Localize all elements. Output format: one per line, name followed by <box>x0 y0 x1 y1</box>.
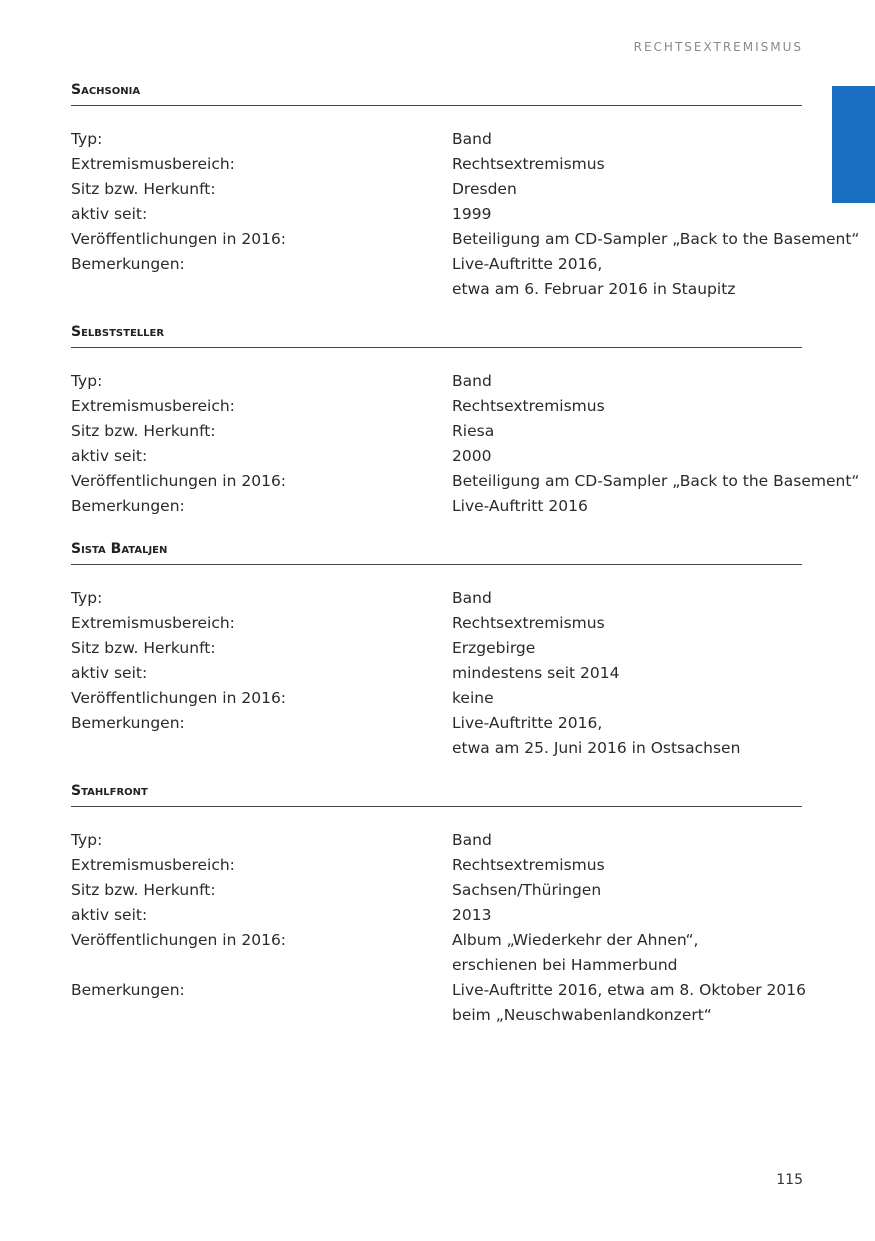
field-label: Sitz bzw. Herkunft: <box>71 639 216 657</box>
field-value <box>452 978 806 1028</box>
field-value-line: Dresden <box>452 180 517 198</box>
field-value <box>452 202 802 227</box>
field-value <box>452 928 802 978</box>
field-value-line: erschienen bei Hammerbund <box>452 956 678 974</box>
field-label: Extremismusbereich: <box>71 155 235 173</box>
field-value <box>452 878 802 903</box>
field-label: Typ: <box>71 130 103 148</box>
entry-row <box>71 394 802 419</box>
field-label: Sitz bzw. Herkunft: <box>71 180 216 198</box>
field-value-line: Sachsen/Thüringen <box>452 881 602 899</box>
field-value-line: Band <box>452 831 492 849</box>
field-value-line: Rechtsextremismus <box>452 155 605 173</box>
field-value <box>452 369 802 394</box>
field-value <box>452 419 802 444</box>
chapter-tab-marker <box>832 86 875 203</box>
field-value-line: Band <box>452 372 492 390</box>
field-value-line: Band <box>452 589 492 607</box>
entry-row <box>71 469 860 494</box>
entry-row <box>71 127 802 152</box>
field-value-line: Live-Auftritte 2016, etwa am 8. Oktober 2016 <box>452 981 807 999</box>
band-entry <box>71 541 802 761</box>
field-value-line: keine <box>452 689 494 707</box>
field-label: Bemerkungen: <box>71 714 185 732</box>
field-value <box>452 686 802 711</box>
entry-row <box>71 711 802 761</box>
field-value-line: Beteiligung am CD-Sampler „Back to the Basement“ <box>452 230 860 248</box>
field-value <box>452 711 802 761</box>
entry-title: Sista Bataljen <box>71 541 802 565</box>
field-value <box>452 444 802 469</box>
field-label: aktiv seit: <box>71 906 148 924</box>
field-value <box>452 469 859 494</box>
band-entries <box>71 82 860 1050</box>
entry-row <box>71 586 802 611</box>
field-label: aktiv seit: <box>71 447 148 465</box>
field-value-line: Live-Auftritte 2016, <box>452 255 603 273</box>
field-value-line: Rechtsextremismus <box>452 614 605 632</box>
entry-row <box>71 686 802 711</box>
entry-row <box>71 369 802 394</box>
entry-row <box>71 903 802 928</box>
field-label: Bemerkungen: <box>71 255 185 273</box>
entry-title: Sachsonia <box>71 82 802 106</box>
field-value-line: etwa am 25. Juni 2016 in Ostsachsen <box>452 739 741 757</box>
band-entry <box>71 783 807 1028</box>
field-value <box>452 586 802 611</box>
field-label: Sitz bzw. Herkunft: <box>71 422 216 440</box>
field-value <box>452 177 802 202</box>
field-label: Typ: <box>71 831 103 849</box>
field-value <box>452 853 802 878</box>
entry-row <box>71 419 802 444</box>
field-label: aktiv seit: <box>71 205 148 223</box>
entry-row <box>71 177 802 202</box>
field-value <box>452 828 802 853</box>
field-value-line: Rechtsextremismus <box>452 856 605 874</box>
entry-row <box>71 636 802 661</box>
field-label: Bemerkungen: <box>71 497 185 515</box>
field-value-line: etwa am 6. Februar 2016 in Staupitz <box>452 280 736 298</box>
field-value-line: beim „Neuschwabenlandkonzert“ <box>452 1006 712 1024</box>
entry-row <box>71 661 802 686</box>
entry-row <box>71 928 802 978</box>
entry-row <box>71 227 860 252</box>
entry-row <box>71 853 802 878</box>
field-label: Extremismusbereich: <box>71 614 235 632</box>
field-value-line: Erzgebirge <box>452 639 536 657</box>
band-entry <box>71 324 860 519</box>
entry-row <box>71 828 802 853</box>
field-label: Veröffentlichungen in 2016: <box>71 689 287 707</box>
entry-title: Selbststeller <box>71 324 802 348</box>
field-value-line: 1999 <box>452 205 492 223</box>
entry-row <box>71 152 802 177</box>
field-value-line: mindestens seit 2014 <box>452 664 620 682</box>
field-label: Veröffentlichungen in 2016: <box>71 472 287 490</box>
field-value-line: Live-Auftritte 2016, <box>452 714 603 732</box>
field-label: Bemerkungen: <box>71 981 185 999</box>
field-value <box>452 661 802 686</box>
field-value <box>452 252 802 302</box>
field-value <box>452 636 802 661</box>
field-value-line: Band <box>452 130 492 148</box>
field-value-line: Riesa <box>452 422 495 440</box>
entry-row <box>71 202 802 227</box>
field-label: Extremismusbereich: <box>71 856 235 874</box>
field-label: Veröffentlichungen in 2016: <box>71 931 287 949</box>
field-value <box>452 903 802 928</box>
field-value-line: Beteiligung am CD-Sampler „Back to the Basement“ <box>452 472 860 490</box>
entry-row <box>71 444 802 469</box>
entry-row <box>71 611 802 636</box>
field-value <box>452 152 802 177</box>
field-value <box>452 394 802 419</box>
field-value-line: Live-Auftritt 2016 <box>452 497 588 515</box>
field-value <box>452 494 802 519</box>
entry-title: Stahlfront <box>71 783 802 807</box>
field-value <box>452 227 859 252</box>
field-value <box>452 611 802 636</box>
field-value-line: 2000 <box>452 447 492 465</box>
field-value-line: Rechtsextremismus <box>452 397 605 415</box>
field-label: Extremismusbereich: <box>71 397 235 415</box>
entry-row <box>71 978 807 1028</box>
field-label: Typ: <box>71 372 103 390</box>
field-label: Veröffentlichungen in 2016: <box>71 230 287 248</box>
field-value-line: 2013 <box>452 906 492 924</box>
field-label: aktiv seit: <box>71 664 148 682</box>
page-number: 115 <box>776 1172 803 1188</box>
field-label: Sitz bzw. Herkunft: <box>71 881 216 899</box>
band-entry <box>71 82 860 302</box>
entry-row <box>71 494 802 519</box>
field-value <box>452 127 802 152</box>
field-value-line: Album „Wiederkehr der Ahnen“, <box>452 931 699 949</box>
running-head: RECHTSEXTREMISMUS <box>633 40 803 54</box>
entry-row <box>71 252 802 302</box>
entry-row <box>71 878 802 903</box>
field-label: Typ: <box>71 589 103 607</box>
